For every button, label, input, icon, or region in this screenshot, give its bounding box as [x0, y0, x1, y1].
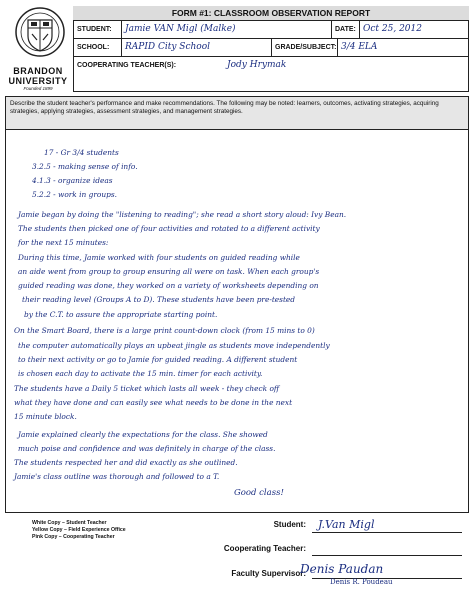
note-line: much poise and confidence and was definitely in charge of the class.: [18, 444, 276, 453]
observation-notes-box[interactable]: [5, 130, 469, 513]
note-line: The students respected her and did exactly as she outlined.: [14, 458, 238, 467]
university-crest: [14, 6, 66, 62]
note-line: On the Smart Board, there is a large print count-down clock (from 15 mins to 0): [14, 326, 315, 335]
cooperating-teacher-line[interactable]: [312, 555, 462, 556]
note-line: 15 minute block.: [14, 412, 77, 421]
student-signature-label: Student:: [273, 520, 306, 529]
school-value[interactable]: RAPID City School: [122, 39, 272, 56]
instructions-box: Describe the student teacher's performance and make recommendations. The following may be noted: learners, outcomes, activating strategies, acquiring strategies, applying strategies, assessment strategies, and management strategies.: [5, 96, 469, 130]
student-label: STUDENT:: [74, 21, 122, 38]
note-line: Good class!: [234, 488, 284, 498]
note-line: an aide went from group to group ensuring all were on task. When each group's: [18, 267, 320, 276]
copy-pink: Pink Copy – Cooperating Teacher: [32, 534, 115, 540]
note-line: 5.2.2 - work in groups.: [32, 190, 117, 199]
grade-value[interactable]: 3/4 ELA: [341, 42, 378, 52]
student-signature[interactable]: J.Van Migl: [318, 518, 375, 531]
school-label: SCHOOL:: [74, 39, 122, 56]
faculty-supervisor-signature[interactable]: Denis Paudan: [300, 562, 384, 576]
note-line: what they have done and can easily see what needs to be done in the next: [14, 398, 293, 407]
teacher-value[interactable]: Jody Hrymak: [227, 60, 287, 70]
note-line: 17 - Gr 3/4 students: [44, 148, 119, 157]
teacher-row: [74, 57, 468, 75]
student-signature-line: [312, 532, 462, 533]
note-line: Jamie's class outline was thorough and followed to a T.: [14, 472, 220, 481]
note-line: is chosen each day to activate the 15 min. timer for each activity.: [18, 369, 263, 378]
date-value[interactable]: Oct 25, 2012: [363, 24, 422, 34]
student-value[interactable]: Jamie VAN Migl (Malke): [122, 21, 332, 38]
note-line: 3.2.5 - making sense of info.: [32, 162, 138, 171]
note-line: During this time, Jamie worked with four students on guided reading while: [18, 253, 300, 262]
copy-yellow: Yellow Copy – Field Experience Office: [32, 527, 126, 533]
teacher-label: COOPERATING TEACHER(S):: [77, 62, 177, 69]
university-founded: Founded 1899: [23, 86, 53, 91]
note-line: The students have a Daily 5 ticket which lasts all week - they check off: [14, 384, 280, 393]
note-line: Jamie explained clearly the expectations for the class. She showed: [18, 430, 268, 439]
note-line: by the C.T. to assure the appropriate starting point.: [24, 310, 218, 319]
note-line: guided reading was done, they worked on a variety of worksheets depending on: [18, 281, 319, 290]
cooperating-teacher-label: Cooperating Teacher:: [223, 544, 306, 553]
note-line: for the next 15 minutes:: [18, 238, 109, 247]
note-line: The students then picked one of four activities and rotated to a different activity: [18, 224, 320, 233]
school-row: [74, 39, 468, 57]
note-line: to their next activity or go to Jamie for guided reading. A different student: [18, 355, 298, 364]
student-row: [74, 21, 468, 39]
note-line: Jamie began by doing the "listening to reading"; she read a short story aloud: Ivy Bean.: [18, 210, 347, 219]
university-name-line1: BRANDON: [13, 66, 63, 76]
note-line: the computer automatically plays an upbeat jingle as students move independently: [18, 341, 330, 350]
form-title: FORM #1: CLASSROOM OBSERVATION REPORT: [73, 6, 469, 21]
university-name-line2: UNIVERSITY: [8, 76, 68, 86]
grade-label: GRADE/SUBJECT:: [272, 39, 338, 56]
faculty-supervisor-printed-name: Denis R. Poudeau: [330, 578, 393, 586]
note-line: 4.1.3 - organize ideas: [32, 176, 113, 185]
copy-white: White Copy – Student Teacher: [32, 520, 107, 526]
note-line: their reading level (Groups A to D). These students have been pre-tested: [22, 295, 296, 304]
faculty-supervisor-label: Faculty Supervisor:: [231, 569, 306, 578]
date-label: DATE:: [332, 21, 360, 38]
